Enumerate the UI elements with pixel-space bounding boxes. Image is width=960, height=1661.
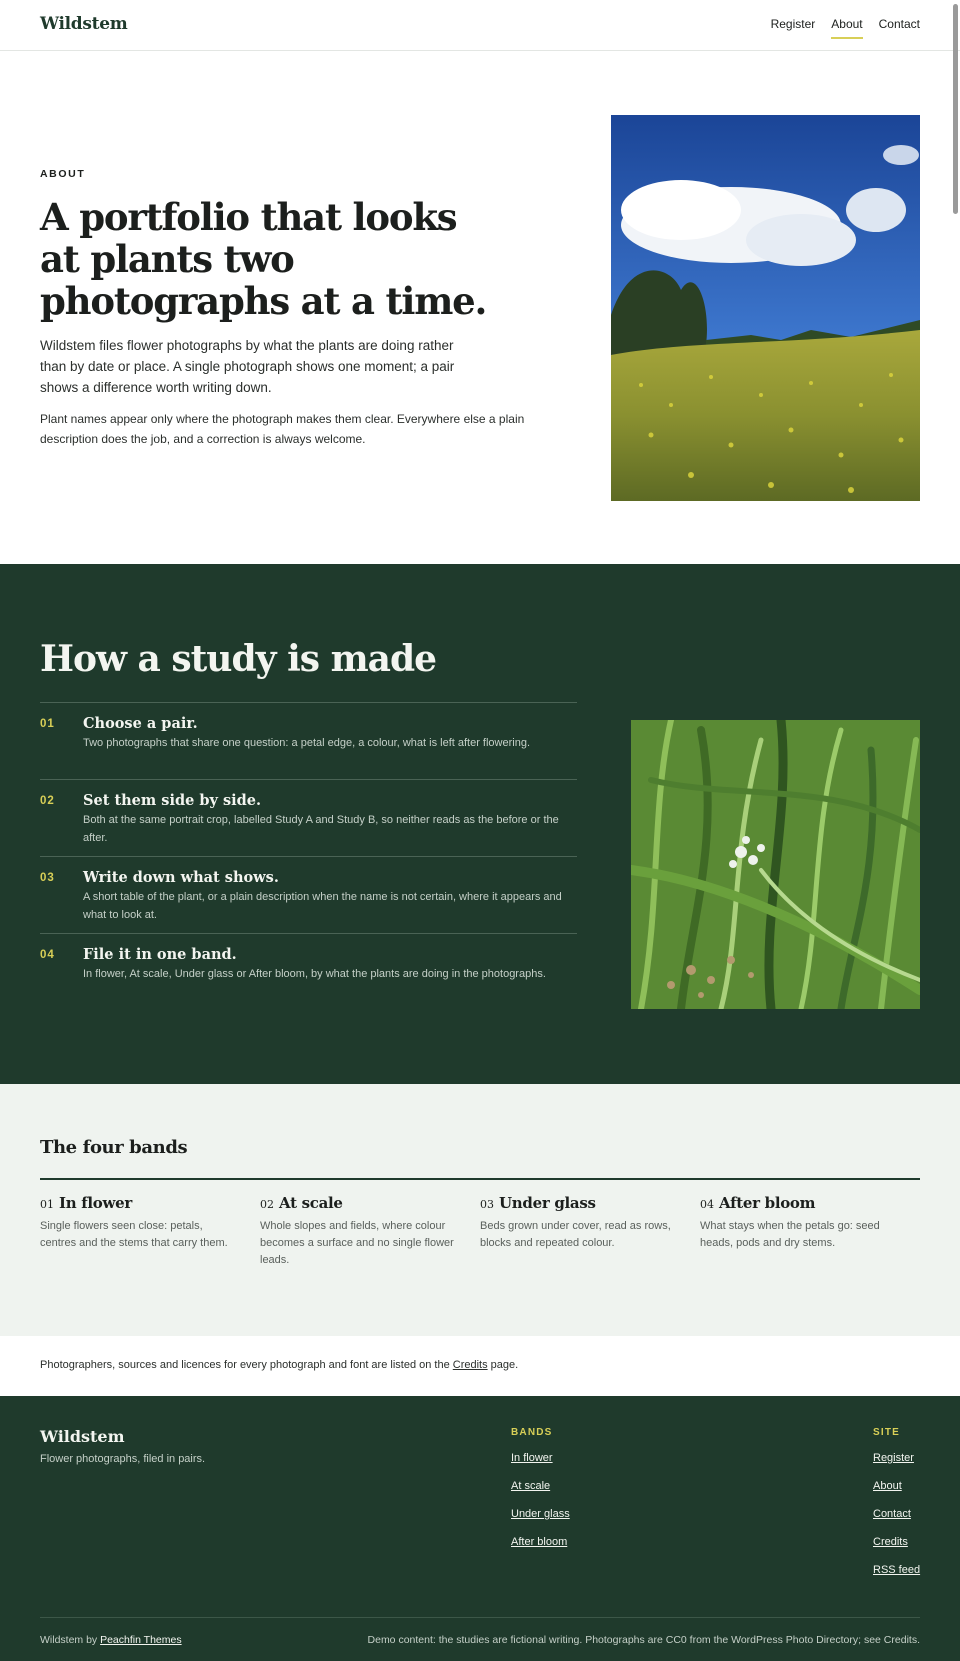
credits-text (40, 1359, 518, 1371)
footer-link-credits[interactable]: Credits (873, 1536, 908, 1548)
step-title: Choose a pair. (83, 715, 198, 732)
band-description: What stays when the petals go: seed heads, pods and dry stems. (700, 1220, 880, 1249)
footer-demo-note: Demo content: the studies are fictional writing. Photographs are CC0 from the WordPress Photo Directory; see Credits. (367, 1634, 920, 1646)
step-title: File it in one band. (83, 946, 237, 963)
step-description: Two photographs that share one question: a petal edge, a colour, what is left after flowering. (83, 737, 531, 749)
band-description: Beds grown under cover, read as rows, blocks and repeated colour. (480, 1220, 671, 1249)
band-card[interactable] (260, 1194, 460, 1269)
page-scrollbar[interactable] (953, 4, 958, 214)
hero-photo-meadow (611, 115, 920, 501)
footer-link-rss-feed[interactable]: RSS feed (873, 1564, 921, 1576)
footer-brand[interactable]: Wildstem (40, 1427, 125, 1446)
method-section (0, 564, 960, 1084)
hero-lead: Wildstem files flower photographs by what the plants are doing rather than by date or place. A single photograph shows one moment; a pair shows a difference worth writing down. (40, 338, 455, 395)
step-description: A short table of the plant, or a plain description when the name is not certain, where it appears and what to look at. (83, 891, 562, 921)
site-footer (0, 1396, 960, 1661)
bands-title: The four bands (40, 1137, 188, 1158)
footer-divider (40, 1617, 920, 1618)
step-number: 03 (40, 872, 55, 884)
footer-link-in-flower[interactable]: In flower (511, 1452, 553, 1464)
band-card[interactable] (40, 1194, 240, 1252)
band-title: At scale (279, 1194, 343, 1212)
band-description: Single flowers seen close: petals, centres and the stems that carry them. (40, 1220, 228, 1249)
method-step (40, 702, 577, 779)
footer-site-heading: SITE (873, 1427, 901, 1438)
main-nav (771, 17, 920, 39)
footer-theme-link[interactable]: Peachfin Themes (100, 1634, 182, 1646)
step-title: Write down what shows. (83, 869, 279, 886)
nav-about[interactable]: About (831, 17, 862, 39)
step-number: 04 (40, 949, 55, 961)
band-card[interactable] (700, 1194, 900, 1252)
band-title: After bloom (719, 1194, 816, 1212)
bands-divider (40, 1178, 920, 1180)
band-title: Under glass (499, 1194, 596, 1212)
method-photo-grass (631, 720, 920, 1009)
footer-link-about[interactable]: About (873, 1480, 902, 1492)
credits-link[interactable]: Credits (452, 1359, 488, 1371)
band-title: In flower (59, 1194, 132, 1212)
step-description: Both at the same portrait crop, labelled Study A and Study B, so neither reads as the before or the after. (83, 814, 559, 844)
footer-attribution-prefix: Wildstem by (40, 1634, 101, 1646)
band-card[interactable] (480, 1194, 680, 1252)
band-heading (700, 1194, 900, 1212)
credits-strip (0, 1336, 960, 1396)
footer-bands-heading: BANDS (511, 1427, 553, 1438)
method-title: How a study is made (40, 638, 437, 680)
site-header (0, 0, 960, 51)
band-number: 01 (40, 1198, 54, 1211)
credits-text-before: Photographers, sources and licences for every photograph and font are listed on the (40, 1359, 453, 1371)
hero-title: A portfolio that looks at plants two photographs at a time. (40, 195, 487, 323)
hero-body: Plant names appear only where the photograph makes them clear. Everywhere else a plain description does the job, and a correction is always welcome. (40, 412, 525, 446)
band-number: 02 (260, 1198, 274, 1211)
footer-tagline: Flower photographs, filed in pairs. (40, 1453, 206, 1465)
footer-link-at-scale[interactable]: At scale (511, 1480, 551, 1492)
band-heading (40, 1194, 240, 1212)
footer-link-after-bloom[interactable]: After bloom (511, 1536, 568, 1548)
step-number: 01 (40, 718, 55, 730)
band-number: 04 (700, 1198, 714, 1211)
step-description: In flower, At scale, Under glass or After bloom, by what the plants are doing in the photographs. (83, 968, 546, 980)
footer-link-under-glass[interactable]: Under glass (511, 1508, 570, 1520)
site-brand[interactable]: Wildstem (40, 14, 128, 34)
footer-link-register[interactable]: Register (873, 1452, 914, 1464)
band-heading (260, 1194, 460, 1212)
credits-text-after: page. (487, 1359, 519, 1371)
band-number: 03 (480, 1198, 494, 1211)
footer-bands-column (511, 1427, 570, 1564)
footer-site-column (873, 1427, 920, 1592)
method-step (40, 779, 577, 856)
grass-photo-illustration (631, 720, 920, 1009)
method-step (40, 933, 577, 1010)
step-title: Set them side by side. (83, 792, 262, 809)
method-step (40, 856, 577, 933)
bands-section (0, 1084, 960, 1336)
step-number: 02 (40, 795, 55, 807)
meadow-photo-illustration (611, 115, 920, 501)
footer-attribution (40, 1634, 182, 1646)
band-heading (480, 1194, 680, 1212)
nav-register[interactable]: Register (770, 17, 816, 31)
band-description: Whole slopes and fields, where colour becomes a surface and no single flower leads. (260, 1220, 454, 1266)
nav-contact[interactable]: Contact (878, 17, 920, 31)
hero-eyebrow: ABOUT (40, 168, 86, 180)
footer-link-contact[interactable]: Contact (873, 1508, 911, 1520)
